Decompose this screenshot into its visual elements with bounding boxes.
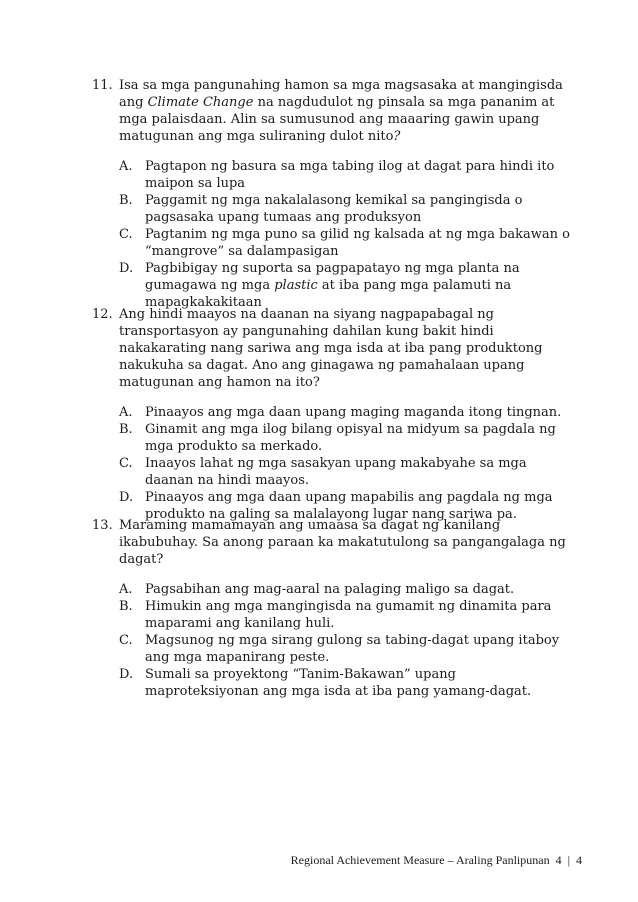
choice-text: Ginamit ang mga ilog bilang opisyal na midyum sa pagdala ng mga produkto sa merkado. [145, 422, 556, 454]
choice-a [119, 581, 572, 598]
question-stem: Ang hindi maayos na daanan na siyang nagpapabagal ng transportasyon ay pangunahing dahilan kung bakit hindi nakakarating nang sariwa ang mga isda at iba pang produktong nakukuha sa dagat. Ano ang ginagawa ng pamahalaan upang matugunan ang hamon na ito? [119, 307, 543, 390]
answer-choices [119, 404, 572, 523]
choice-text: Sumali sa proyektong “Tanim-Bakawan” upang maproteksiyonan ang mga isda at iba pang yamang-dagat. [145, 667, 532, 699]
question-13 [92, 517, 572, 700]
choice-text: Magsunog ng mga sirang gulong sa tabing-dagat upang itaboy ang mga mapanirang peste. [145, 633, 560, 665]
choice-letter: D. [119, 490, 134, 505]
choice-text: Pinaayos ang mga daan upang mapabilis ang pagdala ng mga produkto na galing sa malalayong lugar nang sariwa pa. [145, 490, 553, 522]
choice-text: Paggamit ng mga nakalalasong kemikal sa pangingisda o pagsasaka upang tumaas ang produksyon [145, 193, 523, 225]
question-12 [92, 306, 572, 523]
choice-c [119, 226, 572, 260]
choice-c [119, 455, 572, 489]
choice-letter: D. [119, 667, 134, 682]
choice-text: Pagtapon ng basura sa mga tabing ilog at dagat para hindi ito maipon sa lupa [145, 159, 555, 191]
choice-letter: B. [119, 599, 133, 614]
choice-a [119, 404, 572, 421]
choice-b [119, 421, 572, 455]
answer-choices [119, 158, 572, 311]
question-number: 13. [92, 518, 113, 533]
page-footer: Regional Achievement Measure – Araling Panlipunan 4 | 4 [290, 853, 582, 867]
choice-letter: D. [119, 261, 134, 276]
choice-text: Inaayos lahat ng mga sasakyan upang makabyahe sa mga daanan na hindi maayos. [145, 456, 527, 488]
question-11 [92, 77, 572, 311]
choice-letter: A. [119, 405, 133, 420]
question-stem: Isa sa mga pangunahing hamon sa mga magsasaka at mangingisda ang Climate Change na nagdudulot ng pinsala sa mga pananim at mga palaisdaan. Alin sa sumusunod ang maaaring gawin upang matugunan ang mga suliraning dulot nito? [119, 78, 563, 144]
choice-d [119, 260, 572, 311]
choice-letter: A. [119, 582, 133, 597]
choice-text: Himukin ang mga mangingisda na gumamit ng dinamita para maparami ang kanilang huli. [145, 599, 552, 631]
choice-letter: A. [119, 159, 133, 174]
question-number: 12. [92, 307, 113, 322]
choice-d [119, 666, 572, 700]
question-number: 11. [92, 78, 113, 93]
choice-b [119, 192, 572, 226]
choice-text: Pagbibigay ng suporta sa pagpapatayo ng mga planta na gumagawa ng mga plastic at iba pang mga palamuti na mapagkakakitaan [145, 261, 520, 310]
question-stem: Maraming mamamayan ang umaasa sa dagat ng kanilang ikabubuhay. Sa anong paraan ka makatutulong sa pangangalaga ng dagat? [119, 518, 566, 567]
choice-letter: C. [119, 633, 133, 648]
choice-letter: B. [119, 193, 133, 208]
choice-a [119, 158, 572, 192]
choice-letter: B. [119, 422, 133, 437]
choice-letter: C. [119, 227, 133, 242]
choice-letter: C. [119, 456, 133, 471]
choice-c [119, 632, 572, 666]
choice-text: Pagtanim ng mga puno sa gilid ng kalsada at ng mga bakawan o “mangrove” sa dalampasigan [145, 227, 571, 259]
choice-b [119, 598, 572, 632]
choice-text: Pinaayos ang mga daan upang maging maganda itong tingnan. [145, 405, 562, 420]
choice-text: Pagsabihan ang mag-aaral na palaging maligo sa dagat. [145, 582, 515, 597]
answer-choices [119, 581, 572, 700]
